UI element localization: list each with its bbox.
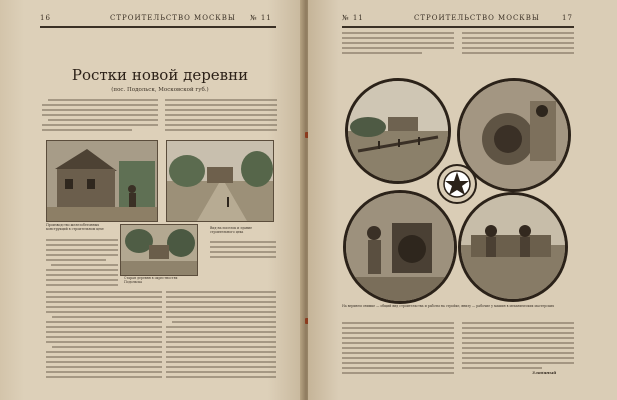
photo-workshop [458,192,568,302]
photo-workers-at-machine [343,190,457,304]
photo-image [461,195,565,299]
photo-village-house [46,140,158,222]
photo-image [346,193,454,301]
left-page-number: 16 [40,14,51,22]
text-block-top-right [165,98,277,140]
photo-image [167,141,273,221]
left-page [0,0,304,400]
text-lines [46,290,162,386]
text-block-top-right-page [342,30,574,64]
caption-main-photo: Производство железобетонных конструкций в строительном цехе [46,223,104,231]
photo-image [47,141,157,221]
right-issue-number: № 11 [342,14,364,22]
left-issue-number: № 11 [250,14,272,22]
article-subtitle: (пос. Подольск, Московской губ.) [111,87,209,93]
header-rule [342,26,574,28]
left-running-head: СТРОИТЕЛЬСТВО МОСКВЫ [110,14,236,22]
text-lines [42,98,158,140]
right-running-head: СТРОИТЕЛЬСТВО МОСКВЫ [414,14,540,22]
right-page-number: 17 [562,14,573,22]
photo-image [460,81,568,189]
star-icon [439,166,475,202]
text-lines [166,240,276,386]
red-star-emblem [437,164,477,204]
text-lines [342,30,574,64]
author-signature: Злобиный [532,370,557,375]
text-block-top-left [42,98,158,140]
caption-settlement: Вид на поселок и здание строительного цеха [210,226,253,234]
text-block-bottom-left [46,290,162,386]
photo-construction-site [345,78,451,184]
photo-image [348,81,448,181]
text-lines [165,98,277,140]
text-block-bottom-right [166,240,276,386]
caption-old-village: Старая деревня в окрестностях Подольска [124,276,178,284]
photo-village-road [166,140,274,222]
header-rule [40,26,276,28]
caption-circle-photos: На верхнем снимке — общий вид строительства и работы на стройке, внизу — рабочие у машин в механических мастерских [342,304,555,308]
article-title: Ростки новой деревни [71,66,249,84]
